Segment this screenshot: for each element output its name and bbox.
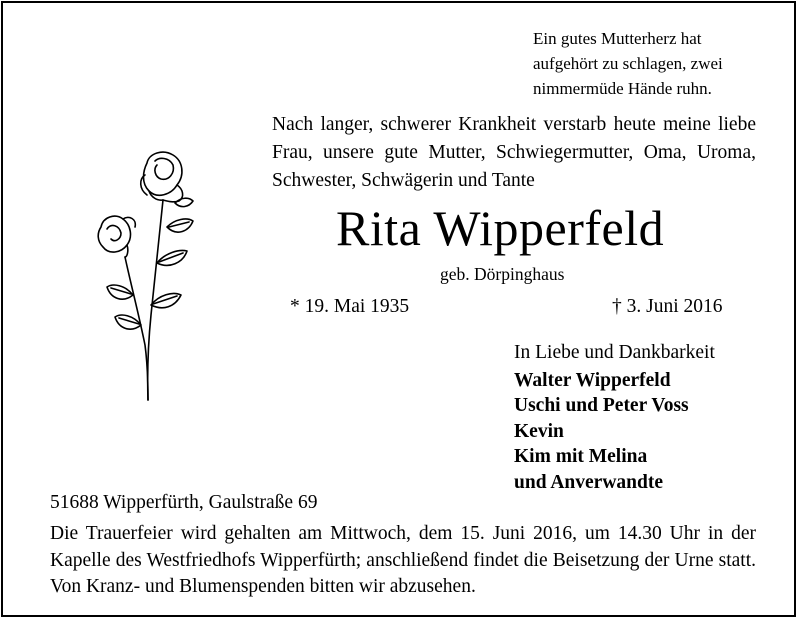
- rose-icon: [85, 145, 205, 405]
- mourners-list: [514, 368, 689, 495]
- mourner-name: Uschi und Peter Voss: [514, 395, 689, 417]
- mourner-name: Walter Wipperfeld: [514, 370, 671, 391]
- poem-line: Ein gutes Mutterherz hat: [533, 29, 702, 48]
- mourner-name: Kim mit Melina: [514, 446, 648, 468]
- thanks-line: In Liebe und Dankbarkeit: [514, 342, 715, 363]
- death-date: † 3. Juni 2016: [612, 296, 723, 317]
- address: 51688 Wipperfürth, Gaulstraße 69: [50, 492, 318, 513]
- mourner-name: und Anverwandte: [514, 471, 663, 493]
- poem-line: aufgehört zu schlagen, zwei: [533, 54, 723, 73]
- deceased-name: Rita Wipperfeld: [336, 200, 665, 256]
- intro-text: Nach langer, schwerer Krankheit verstarb heute meine liebe Frau, unsere gute Mutter, Schwiegermutter, Oma, Uroma, Schwester, Schwägerin und Tante: [272, 114, 756, 191]
- maiden-name: geb. Dörpinghaus: [440, 264, 565, 284]
- funeral-notice: Die Trauerfeier wird gehalten am Mittwoch, dem 15. Juni 2016, um 14.30 Uhr in der Kapelle des Westfriedhofs Wipperfürth; anschließend findet die Beisetzung der Urne statt. Von Kranz- und Blumenspenden bitten wir abzusehen.: [50, 523, 756, 597]
- poem-line: nimmermüde Hände ruhn.: [533, 79, 712, 98]
- poem: [533, 26, 723, 101]
- mourner-name: Kevin: [514, 420, 564, 442]
- birth-date: * 19. Mai 1935: [290, 296, 410, 317]
